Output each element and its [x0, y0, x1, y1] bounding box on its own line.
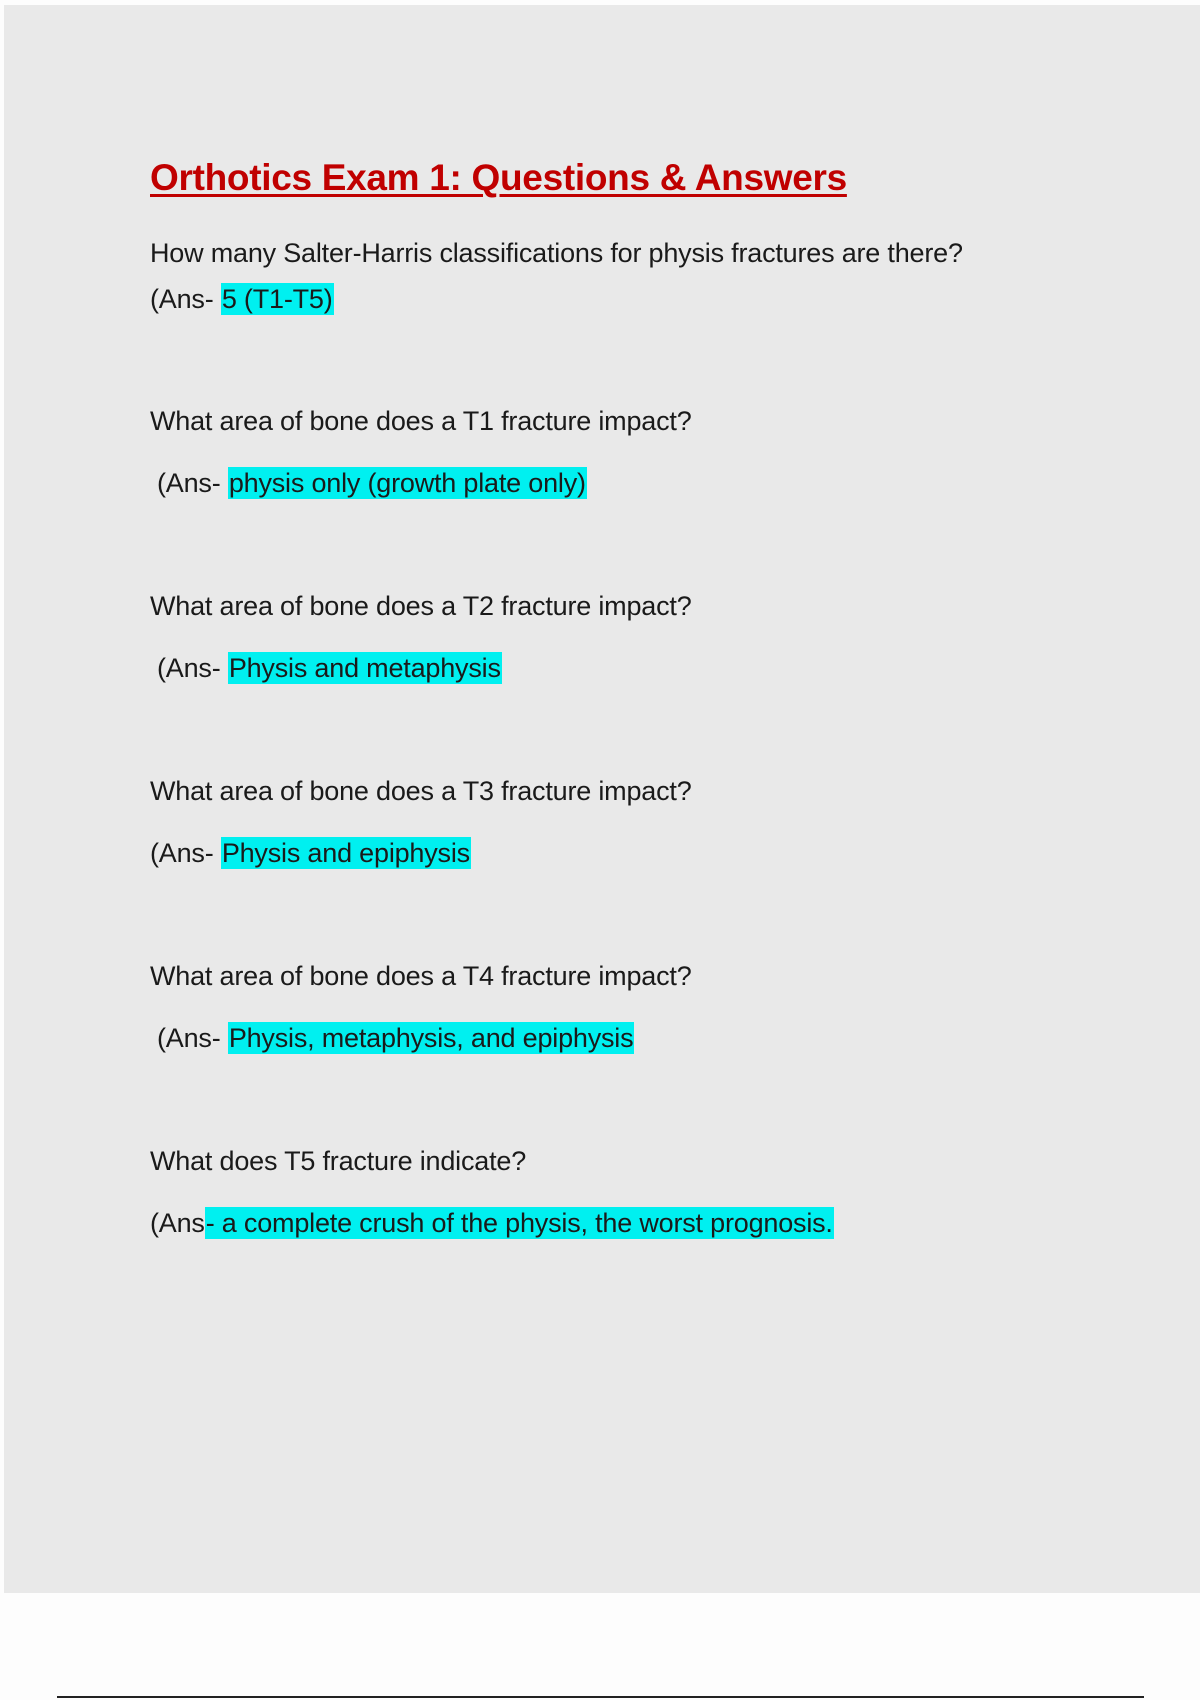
answer-line — [150, 1205, 834, 1241]
question-text: How many Salter-Harris classifications for physis fractures are there? — [150, 238, 963, 268]
answer-line — [150, 1020, 692, 1056]
qa-item-3 — [150, 588, 692, 686]
answer-highlight: Physis and metaphysis — [228, 653, 501, 683]
document-page — [4, 5, 1200, 1593]
answer-highlight: - a complete crush of the physis, the worst prognosis. — [205, 1208, 833, 1238]
footer-divider — [57, 1696, 1144, 1698]
answer-highlight: Physis, metaphysis, and epiphysis — [228, 1023, 634, 1053]
qa-item-6 — [150, 1143, 834, 1241]
question-text: What does T5 fracture indicate? — [150, 1146, 527, 1176]
answer-prefix: (Ans- — [150, 838, 221, 868]
answer-highlight: physis only (growth plate only) — [228, 468, 586, 498]
answer-prefix: (Ans- — [157, 653, 228, 683]
answer-prefix: (Ans- — [157, 468, 228, 498]
qa-item-2 — [150, 403, 692, 501]
question-text: What area of bone does a T3 fracture impact? — [150, 776, 692, 806]
answer-line — [150, 835, 692, 871]
answer-highlight: Physis and epiphysis — [221, 838, 470, 868]
question-text: What area of bone does a T2 fracture impact? — [150, 591, 692, 621]
answer-line — [150, 281, 963, 317]
qa-item-5 — [150, 958, 692, 1056]
answer-prefix: (Ans — [150, 1208, 205, 1238]
question-text: What area of bone does a T4 fracture impact? — [150, 961, 692, 991]
page-title: Orthotics Exam 1: Questions & Answers — [150, 157, 847, 198]
answer-prefix: (Ans- — [150, 284, 221, 314]
answer-highlight: 5 (T1-T5) — [221, 284, 333, 314]
question-text: What area of bone does a T1 fracture impact? — [150, 406, 692, 436]
answer-line — [150, 465, 692, 501]
qa-item-1 — [150, 235, 963, 317]
answer-prefix: (Ans- — [157, 1023, 228, 1053]
answer-line — [150, 650, 692, 686]
qa-item-4 — [150, 773, 692, 871]
